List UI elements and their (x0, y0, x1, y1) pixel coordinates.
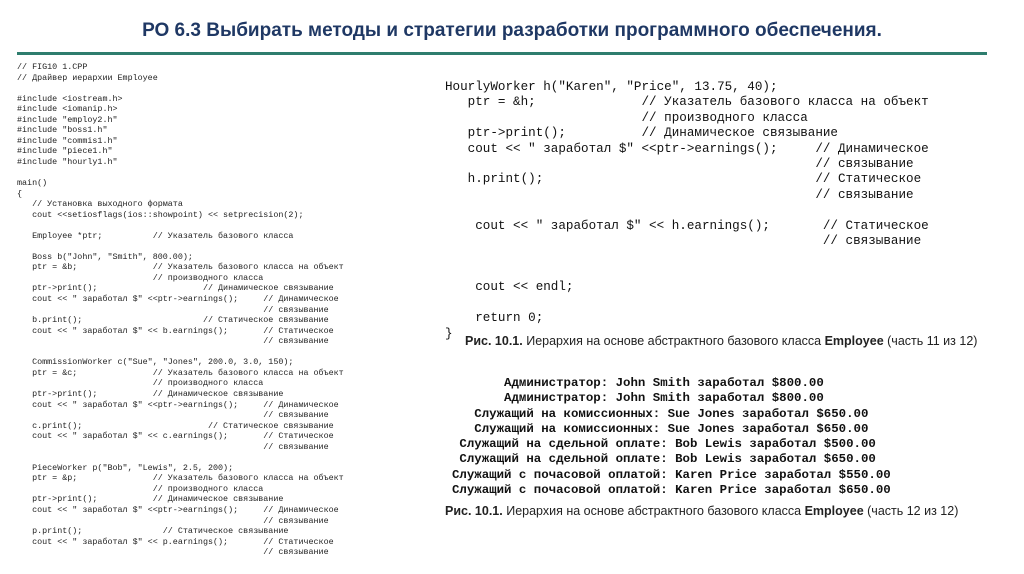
figure-caption-part: (часть 12 из 12) (867, 504, 959, 518)
slide-title: РО 6.3 Выбирать методы и стратегии разработки программного обеспечения. (142, 20, 882, 41)
figure-caption-class: Employee (804, 504, 864, 518)
code-listing-left: // FIG10 1.CPP // Драйвер иерархии Employee #include <iostream.h> #include <iomanip.h> #include "employ2.h" #include "boss1.h" #include "commis1.h" #include "piece1.h" #include "hourly1.h" main() { // Установка выходного формата cout <<setiosflags(ios::showpoint) << setprecision(2); Employee *ptr; // Указатель базового класса Boss b("John", "Smith", 800.00); ptr = &b; // Указатель базового класса на объект // производного класса ptr->print(); // Динамическое связывание cout << " заработал $" <<ptr->earnings(); // Динамическое // связывание b.print(); // Статическое связывание cout << " заработал $" << b.earnings(); // Статическое // связывание CommissionWorker c("Sue", "Jones", 200.0, 3.0, 150); ptr = &c; // Указатель базового класса на объект // производного класса ptr->print(); // Динамическое связывание cout << " заработал $" <<ptr->earnings(); // Динамическое // связывание c.print(); // Статическое связывание cout << " заработал $" << c.earnings(); // Статическое // связывание PieceWorker p("Bob", "Lewis", 2.5, 200); ptr = &p; // Указатель базового класса на объект // производного класса ptr->print(); // Динамическое связывание cout << " заработал $" <<ptr->earnings(); // Динамическое // связывание p.print(); // Статическое связывание cout << " заработал $" << p.earnings(); // Статическое // связывание (17, 62, 344, 558)
title-underline (17, 52, 987, 55)
figure-caption-class: Employee (824, 334, 884, 348)
code-listing-right: HourlyWorker h("Karen", "Price", 13.75, 40); ptr = &h; // Указатель базового класса на объект // производного класса ptr->print(); // Динамическое связывание cout << " заработал $" <<ptr->earnings(); // Динамическое // связывание h.print(); // Статическое // связывание cout << " заработал $" << h.earnings(); // Статическое // связывание cout << endl; return 0; } (445, 80, 929, 341)
figure-caption-part-12 (445, 504, 958, 518)
figure-number: Рис. 10.1. (465, 334, 523, 348)
figure-caption-part-11 (465, 334, 977, 348)
figure-caption-text: Иерархия на основе абстрактного базового класса (506, 504, 802, 518)
figure-caption-text: Иерархия на основе абстрактного базового класса (526, 334, 822, 348)
figure-number: Рис. 10.1. (445, 504, 503, 518)
figure-caption-part: (часть 11 из 12) (887, 334, 978, 348)
program-output: Администратор: John Smith заработал $800.00 Администратор: John Smith заработал $800.00 Служащий на комиссионных: Sue Jones заработал $650.00 Служащий на комиссионных: Sue Jones заработал $650.00 Служащий на сдельной оплате: Bob Lewis заработал $500.00 Служащий на сдельной оплате: Bob Lewis заработал $650.00 Служащий с почасовой оплатой: Karen Price заработал $550.00 Служащий с почасовой оплатой: Karen Price заработал $650.00 (452, 376, 891, 498)
